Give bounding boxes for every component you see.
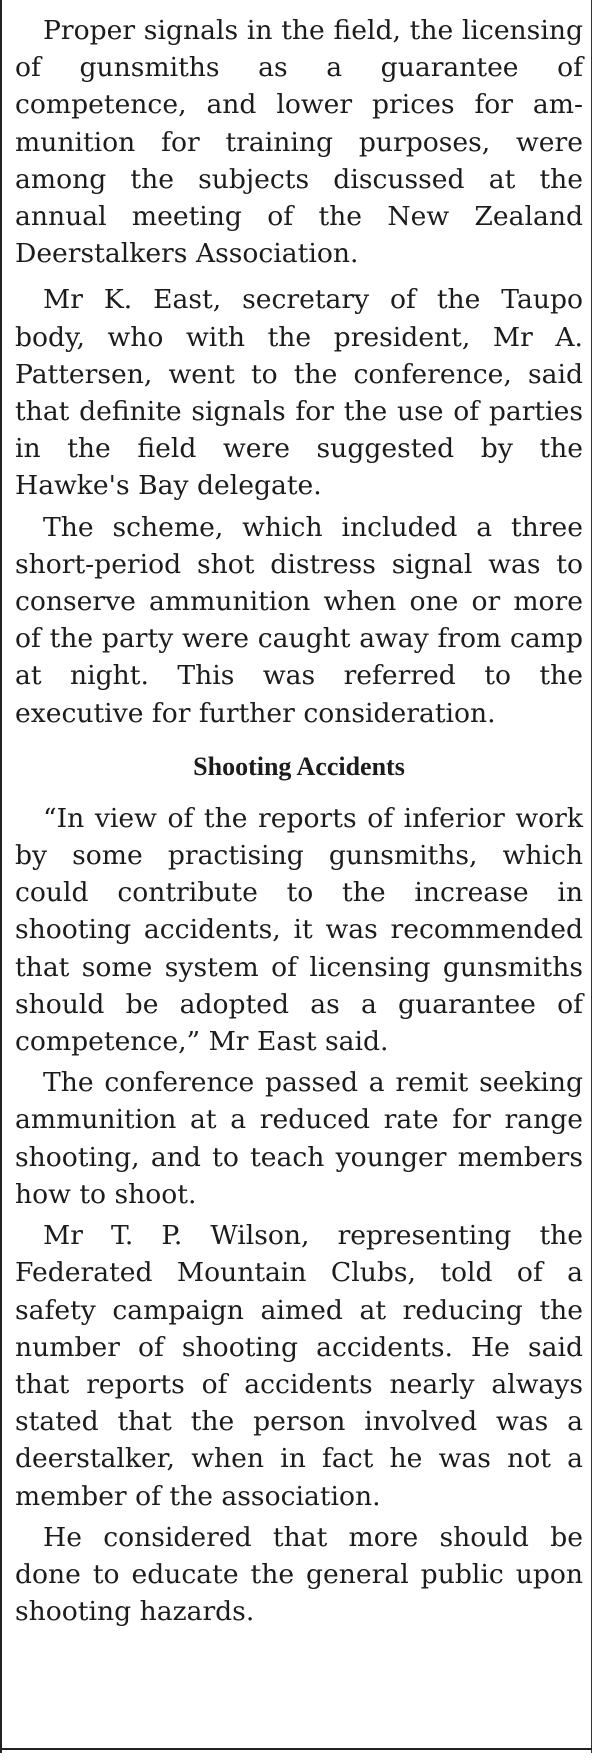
column-bottom-rule: [0, 1748, 592, 1750]
article-paragraph: He considered that more should be done to educate the general public upon shooting hazards.: [15, 1521, 583, 1628]
article-subheading: Shooting Accidents: [193, 751, 405, 781]
article-paragraph: Proper signals in the field, the licensing of gunsmiths as a guarantee of competence, and lower prices for ammunition for training purposes, were among the subjects discussed at the annual meeting of the New Zealand Deerstalkers Association.: [15, 15, 583, 270]
article-paragraph: “In view of the reports of inferior work by some practising gunsmiths, which could contribute to the increase in shooting accidents, it was recommended that some system of licensing gunsmiths should be adopted as a guarantee of competence,” Mr East said.: [15, 802, 583, 1058]
article-paragraph: Mr K. East, secretary of the Taupo body, who with the president, Mr A. Pattersen, went to the conference, said that definite signals for the use of parties in the field were suggested by the Hawke's Bay delegate.: [15, 284, 583, 502]
article-paragraph: Mr T. P. Wilson, representing the Federated Mountain Clubs, told of a safety campaign aimed at reducing the number of shooting accidents. He said that reports of accidents nearly always stated that the person involved was a deerstalker, when in fact he was not a member of the association.: [15, 1220, 583, 1512]
article-paragraph: The conference passed a remit seeking ammunition at a reduced rate for range shooting, and to teach younger members how to shoot.: [15, 1067, 583, 1210]
article-paragraph: The scheme, which included a three short-period shot distress signal was to conserve ammunition when one or more of the party were caught away from camp at night. This was referred to the executive for further consideration.: [15, 511, 583, 729]
